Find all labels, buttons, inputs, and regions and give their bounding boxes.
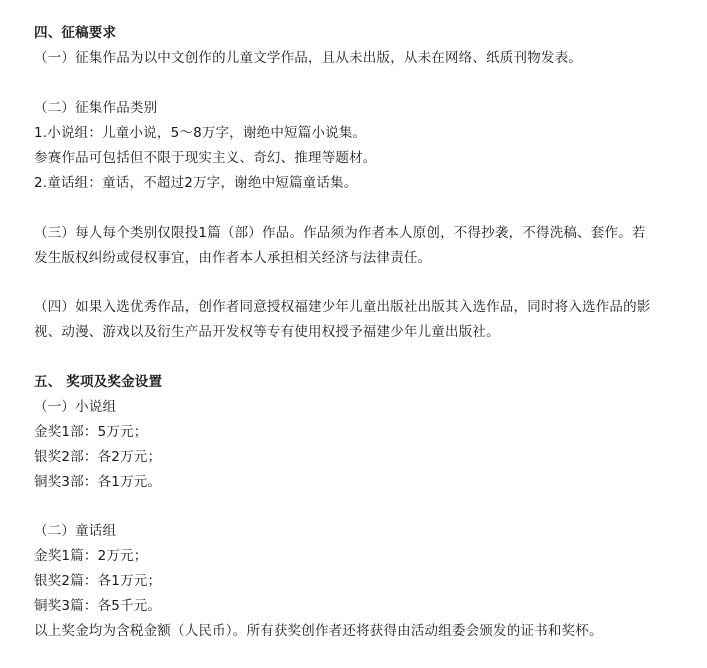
novel-group-title: （一）小说组 (34, 399, 117, 415)
requirement-3-line-2: 发生版权纠纷或侵权事宜，由作者本人承担相关经济与法律责任。 (34, 250, 432, 266)
requirement-4-line-1: （四）如果入选优秀作品，创作者同意授权福建少年儿童出版社出版其入选作品，同时将入选作品的影 (34, 299, 651, 315)
requirement-4-line-2: 视、动漫、游戏以及衍生产品开发权等专有使用权授予福建少年儿童出版社。 (34, 324, 500, 340)
theme-line: 参赛作品可包括但不限于现实主义、奇幻、推理等题材。 (34, 150, 377, 166)
requirement-1: （一）征集作品为以中文创作的儿童文学作品，且从未出版，从未在网络、纸质刊物发表。 (34, 50, 582, 66)
novel-silver-award: 银奖2部：各2万元； (34, 449, 162, 465)
prize-note: 以上奖金均为含税金额（人民币）。所有获奖创作者还将获得由活动组委会颁发的证书和奖杯。 (34, 623, 603, 639)
novel-bronze-award: 铜奖3部：各1万元。 (34, 474, 162, 490)
fairy-tale-silver-award: 银奖2篇：各1万元； (34, 573, 162, 589)
fairy-tale-group-title: （二）童话组 (34, 523, 117, 539)
fairy-tale-category-line: 2.童话组：童话，不超过2万字，谢绝中短篇童话集。 (34, 175, 358, 191)
fairy-tale-gold-award: 金奖1篇：2万元； (34, 548, 148, 564)
section-5-heading: 五、 奖项及奖金设置 (34, 374, 163, 390)
fairy-tale-bronze-award: 铜奖3篇：各5千元。 (34, 598, 162, 614)
novel-category-line: 1.小说组：儿童小说，5～8万字，谢绝中短篇小说集。 (34, 125, 367, 141)
section-4-heading: 四、征稿要求 (34, 25, 117, 41)
novel-gold-award: 金奖1部：5万元； (34, 424, 148, 440)
requirement-3-line-1: （三）每人每个类别仅限投1篇（部）作品。作品须为作者本人原创，不得抄袭，不得洗稿、套作。若 (34, 225, 646, 241)
requirement-2-title: （二）征集作品类别 (34, 100, 158, 116)
